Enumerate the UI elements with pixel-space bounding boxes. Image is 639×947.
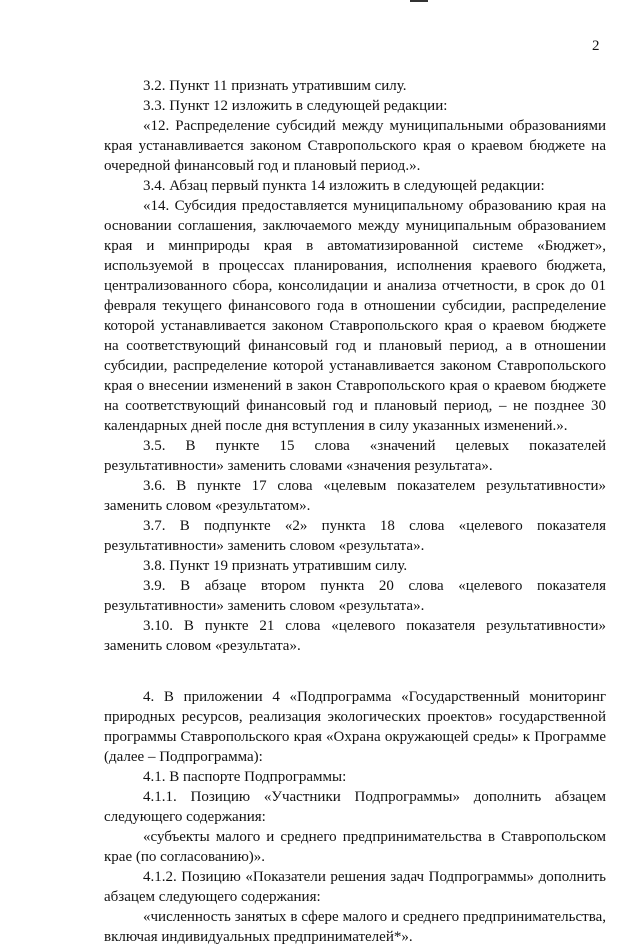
paragraph-3-6: 3.6. В пункте 17 слова «целевым показателем результативности» заменить словом «результатом». (104, 478, 606, 514)
paragraph-14-quote: «14. Субсидия предоставляется муниципальному образованию края на основании соглашения, заключаемого между муниципальным образованием края и минприроды края в автоматизированной системе «Бюджет», используемой в процессах планирования, исполнения краевого бюджета, централизованного сбора, консолидации и анализа отчетности, в срок до 01 февраля текущего финансового года в отношении субсидии, распределение которой устанавливается законом Ставропольского края о краевом бюджете на соответствующий финансовый год и плановый период, а в отношении субсидии, распределение которой устанавливается законом Ставропольского края о внесении изменений в закон Ставропольского края о краевом бюджете на соответствующий финансовый год и плановый период, – не позднее 30 календарных дней после дня вступления в силу указанных изменений.». (104, 198, 606, 434)
paragraph-3-10: 3.10. В пункте 21 слова «целевого показателя результативности» заменить словом «результата». (104, 618, 606, 654)
paragraph-12-quote: «12. Распределение субсидий между муниципальными образованиями края устанавливается законом Ставропольского края о краевом бюджете на очередной финансовый год и плановый период.». (104, 118, 606, 174)
paragraph-3-3: 3.3. Пункт 12 изложить в следующей редакции: (143, 98, 448, 114)
paragraph-3-4: 3.4. Абзац первый пункта 14 изложить в следующей редакции: (143, 178, 545, 194)
paragraph-indicators-quote: «численность занятых в сфере малого и среднего предпринимательства, включая индивидуальных предпринимателей*». (104, 909, 606, 945)
paragraph-3-2: 3.2. Пункт 11 признать утратившим силу. (143, 78, 407, 94)
paragraph-participants-quote: «субъекты малого и среднего предпринимательства в Ставропольском крае (по согласованию)». (104, 829, 606, 865)
page-number: 2 (592, 38, 600, 54)
paragraph-4-1-1: 4.1.1. Позицию «Участники Подпрограммы» дополнить абзацем следующего содержания: (104, 789, 606, 825)
paragraph-3-5: 3.5. В пункте 15 слова «значений целевых показателей результативности» заменить словами «значения результата». (104, 438, 606, 474)
paragraph-3-7: 3.7. В подпункте «2» пункта 18 слова «целевого показателя результативности» заменить словом «результата». (104, 518, 606, 554)
document-body (104, 76, 606, 947)
paragraph-4-1: 4.1. В паспорте Подпрограммы: (143, 769, 347, 785)
section-gap (104, 656, 606, 687)
paragraph-4-1-2: 4.1.2. Позицию «Показатели решения задач Подпрограммы» дополнить абзацем следующего содержания: (104, 869, 606, 905)
scan-mark (410, 0, 428, 2)
paragraph-3-8: 3.8. Пункт 19 признать утратившим силу. (143, 558, 408, 574)
paragraph-3-9: 3.9. В абзаце втором пункта 20 слова «целевого показателя результативности» заменить словом «результата». (104, 578, 606, 614)
paragraph-4: 4. В приложении 4 «Подпрограмма «Государственный мониторинг природных ресурсов, реализация экологических проектов» государственной программы Ставропольского края «Охрана окружающей среды» к Программе (далее – Подпрограмма): (104, 689, 606, 765)
